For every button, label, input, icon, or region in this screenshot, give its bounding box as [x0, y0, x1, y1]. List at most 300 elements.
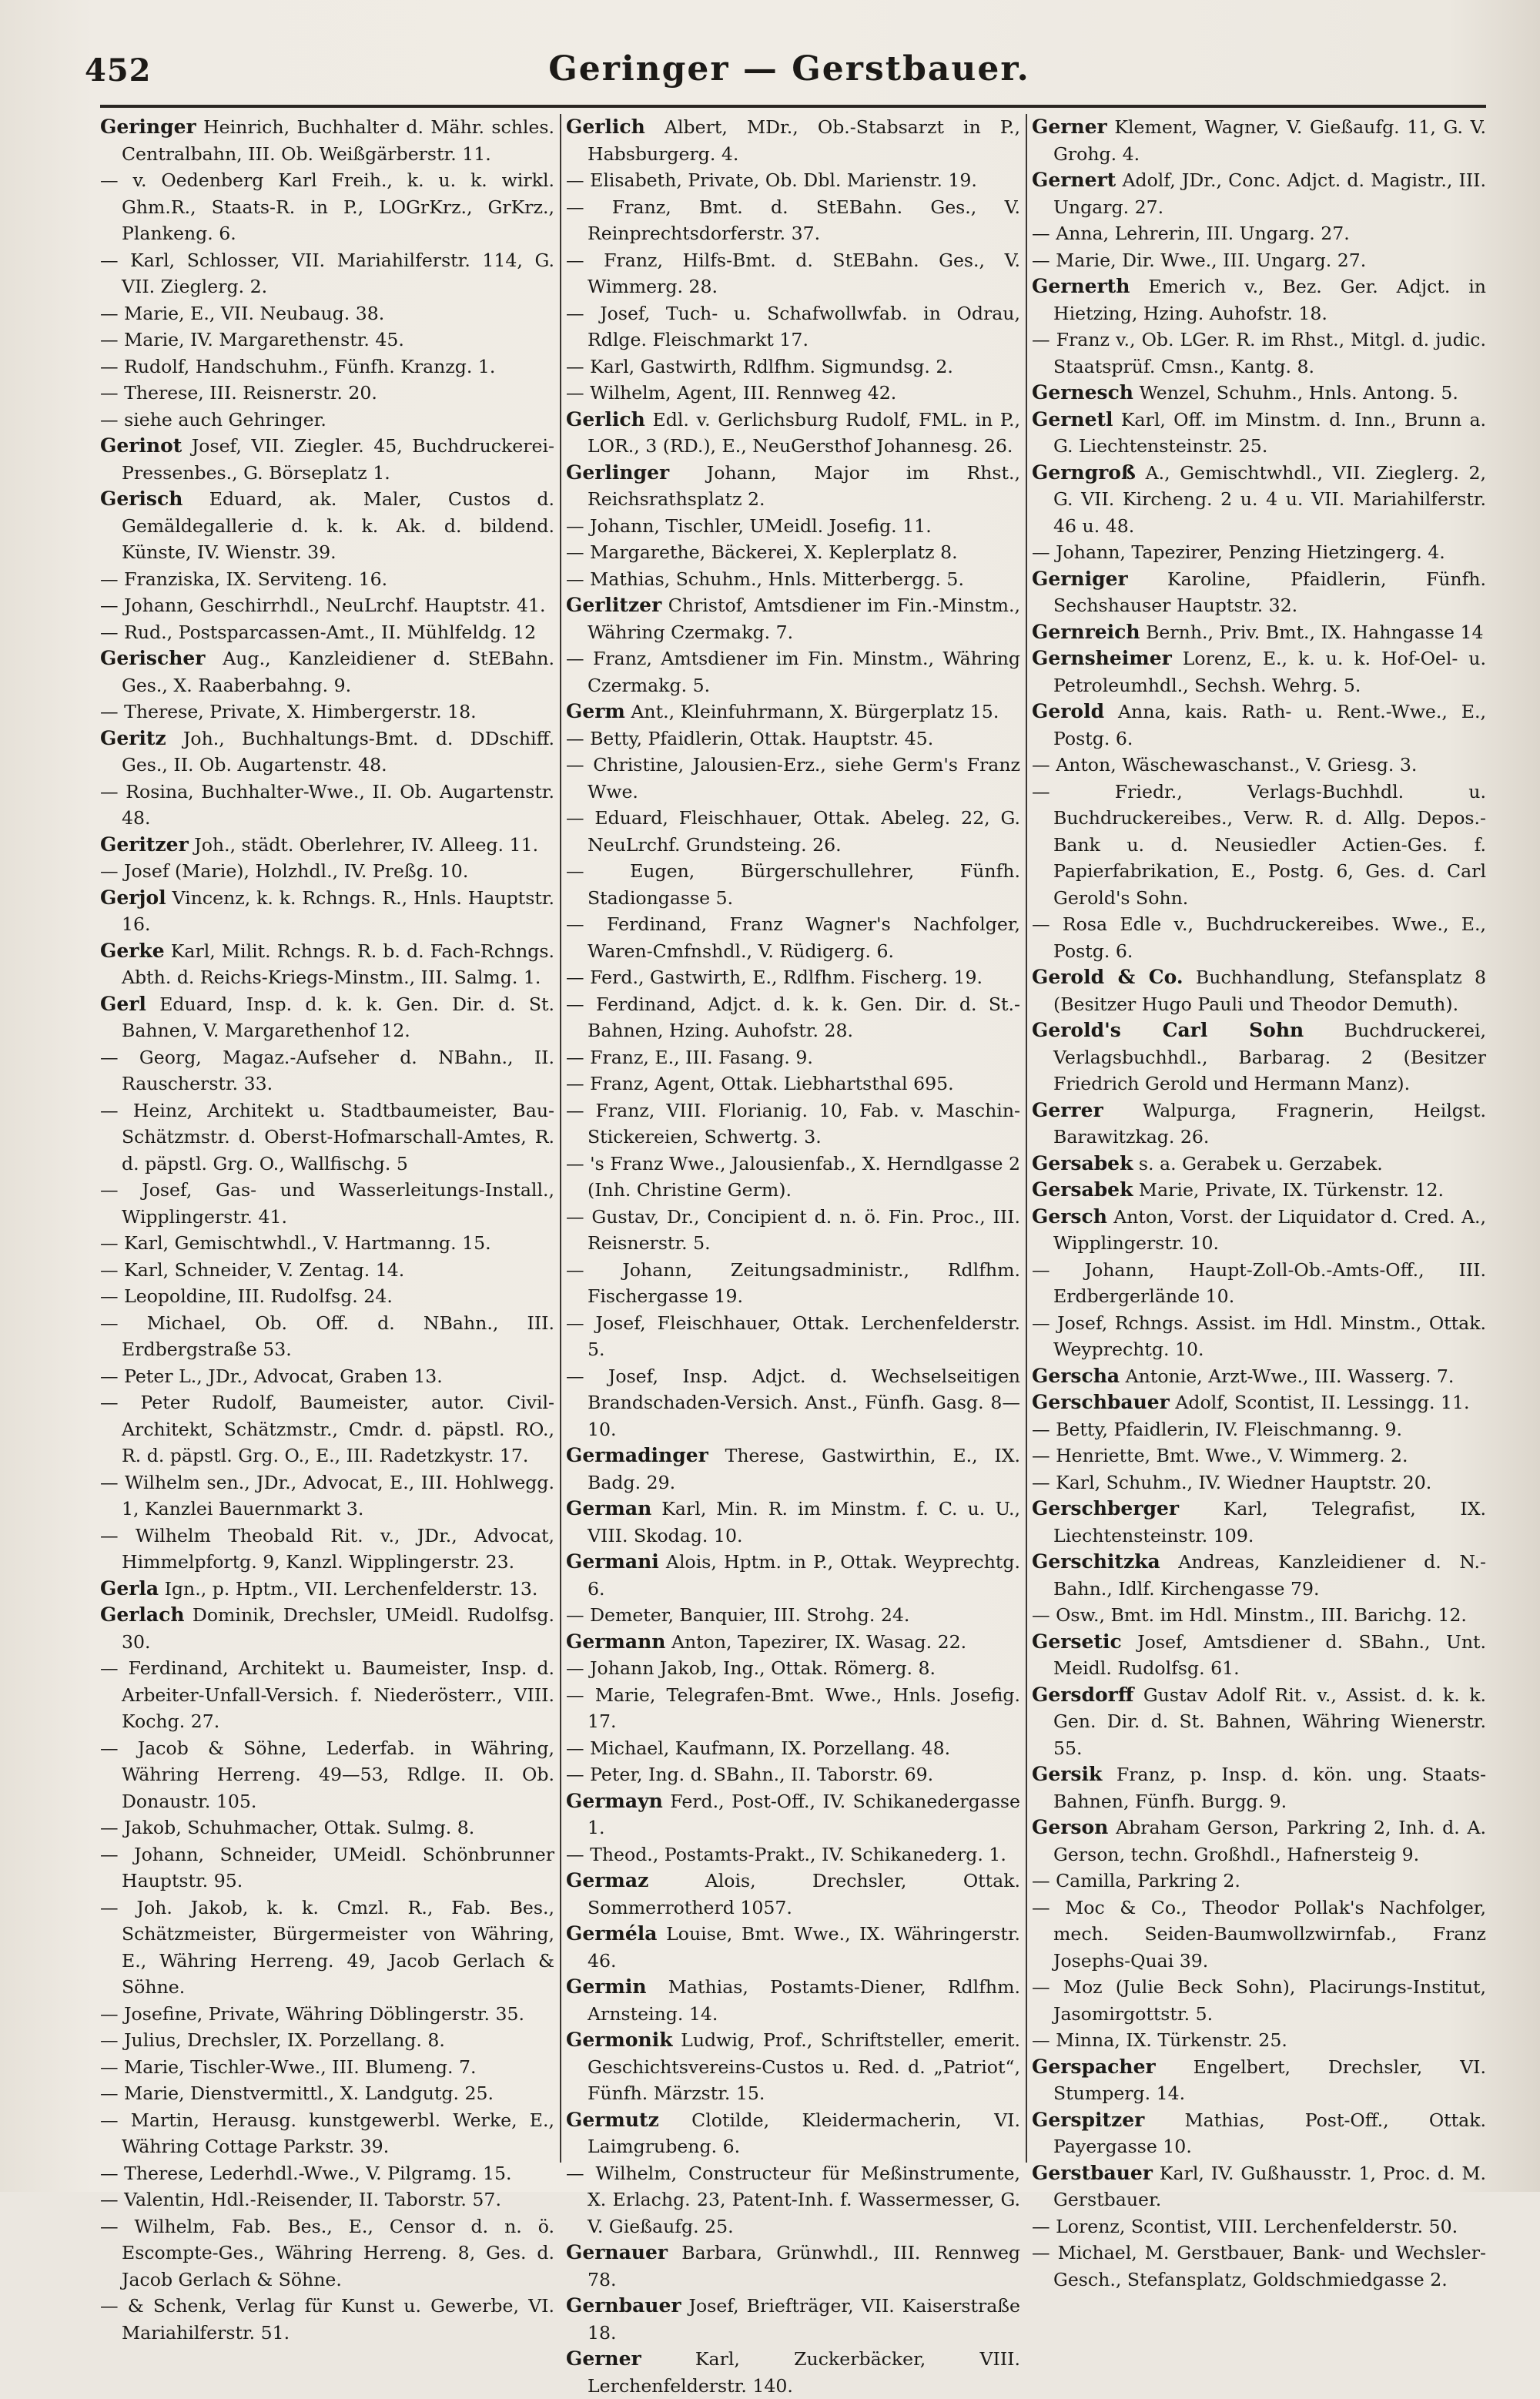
entry-text: Joh., Buchhaltungs-Bmt. d. DDschiff. Ges., II. Ob. Augartenstr. 48.: [122, 727, 554, 776]
entry-surname: Gersabek: [1032, 1178, 1133, 1201]
directory-entry: [566, 2027, 1020, 2107]
entry-surname: Gerson: [1032, 1816, 1109, 1838]
entry-text: Buchhandlung, Stefansplatz 8 (Besitzer Hugo Pauli und Theodor Demuth).: [1053, 967, 1486, 1015]
entry-text: — Therese, III. Reisnerstr. 20.: [100, 382, 377, 404]
entry-text: Gustav Adolf Rit. v., Assist. d. k. k. Gen. Dir. d. St. Bahnen, Währing Wienerstr. 55.: [1053, 1684, 1486, 1759]
entry-text: — Eugen, Bürgerschullehrer, Fünfh. Stadiongasse 5.: [566, 860, 1020, 909]
entry-surname: Germonik: [566, 2029, 673, 2051]
directory-entry: [1032, 2054, 1486, 2107]
entry-text: — Marie, Telegrafen-Bmt. Wwe., Hnls. Josefig. 17.: [566, 1684, 1020, 1732]
entry-text: Edl. v. Gerlichsburg Rudolf, FML. in P., LOR., 3 (RD.), E., NeuGersthof Johannesg. 26.: [588, 408, 1021, 457]
directory-entry: [566, 539, 1020, 566]
column-1: [100, 114, 555, 2344]
directory-entry: [1032, 1416, 1486, 1443]
entry-text: — Karl, Schneider, V. Zentag. 14.: [100, 1258, 405, 1281]
entry-text: A., Gemischtwhdl., VII. Zieglerg. 2, G. VII. Kircheng. 2 u. 4 u. VII. Mariahilferstr. 46 u. 48.: [1053, 461, 1487, 537]
entry-text: — Karl, Schlosser, VII. Mariahilferstr. 114, G. VII. Zieglerg. 2.: [100, 249, 554, 297]
entry-text: — Gustav, Dr., Concipient d. n. ö. Fin. Proc., III. Reisnerstr. 5.: [566, 1205, 1020, 1254]
entry-text: Bernh., Priv. Bmt., IX. Hahngasse 14: [1146, 621, 1484, 643]
entry-surname: Gerrer: [1032, 1098, 1103, 1121]
directory-entry: [566, 752, 1020, 805]
entry-text: Clotilde, Kleidermacherin, VI. Laimgrubeng. 6.: [588, 2109, 1020, 2157]
directory-entry: [100, 1814, 554, 1841]
entry-surname: Gerschitzka: [1032, 1550, 1160, 1573]
entry-text: — Josef, Insp. Adjct. d. Wechselseitigen Brandschaden-Versich. Anst., Fünfh. Gasg. 8—10.: [566, 1365, 1020, 1440]
entry-surname: Gerspacher: [1032, 2055, 1156, 2078]
directory-entry: [566, 1974, 1020, 2027]
entry-text: Karl, Min. R. im Minstm. f. C. u. U., VIII. Skodag. 10.: [588, 1498, 1020, 1546]
entry-surname: Gerschberger: [1032, 1497, 1180, 1519]
entry-text: Adolf, Scontist, II. Lessingg. 11.: [1175, 1392, 1470, 1413]
column-divider: [1026, 114, 1027, 2163]
directory-entry: [100, 592, 554, 619]
directory-entry: [566, 911, 1020, 964]
entry-text: — Rosa Edle v., Buchdruckereibes. Wwe., E., Postg. 6.: [1032, 913, 1486, 962]
entry-text: Karl, Telegrafist, IX. Liechtensteinstr. 109.: [1053, 1498, 1486, 1546]
entry-text: — Betty, Pfaidlerin, Ottak. Hauptstr. 45.: [566, 727, 934, 749]
directory-entry: [100, 1257, 554, 1284]
directory-entry: [566, 1071, 1020, 1097]
entry-text: — Osw., Bmt. im Hdl. Minstm., III. Barichg. 12.: [1032, 1604, 1467, 1626]
entry-text: Johann, Major im Rhst., Reichsrathsplatz 2.: [588, 461, 1020, 510]
directory-entry: [1032, 619, 1486, 646]
page-header: [85, 46, 1494, 100]
directory-entry: [100, 991, 554, 1044]
entry-text: — Wilhelm, Fab. Bes., E., Censor d. n. ö. Escompte-Ges., Währing Herreng. 8, Ges. d. Jacob Gerlach & Söhne.: [100, 2215, 554, 2290]
entry-surname: Germin: [566, 1975, 647, 1998]
entry-surname: Gersetic: [1032, 1630, 1122, 1653]
directory-entry: [1032, 1602, 1486, 1629]
directory-entry: [1032, 1151, 1486, 1178]
directory-entry: [1032, 1097, 1486, 1151]
directory-entry: [100, 2293, 554, 2346]
directory-entry: [1032, 1204, 1486, 1257]
entry-text: — & Schenk, Verlag für Kunst u. Gewerbe, VI. Mariahilferstr. 51.: [100, 2295, 554, 2344]
directory-entry: [100, 1044, 554, 1097]
entry-text: Ludwig, Prof., Schriftsteller, emerit. Geschichtsvereins-Custos u. Red. d. „Patriot“, Fünfh. Märzstr. 15.: [588, 2029, 1020, 2104]
entry-text: Lorenz, E., k. u. k. Hof-Oel- u. Petroleumhdl., Sechsh. Wehrg. 5.: [1053, 648, 1486, 696]
entry-text: Karoline, Pfaidlerin, Fünfh. Sechshauser Hauptstr. 32.: [1053, 568, 1487, 616]
entry-surname: Gerspitzer: [1032, 2108, 1145, 2131]
directory-entry: [566, 1363, 1020, 1443]
entry-text: Mathias, Postamts-Diener, Rdlfhm. Arnsteing. 14.: [588, 1976, 1020, 2025]
directory-entry: [566, 1204, 1020, 1257]
directory-entry: [1032, 1895, 1486, 1975]
directory-entry: [1032, 2240, 1486, 2293]
directory-entry: [1032, 539, 1486, 566]
entry-surname: Gerinot: [100, 434, 182, 457]
entry-text: Marie, Private, IX. Türkenstr. 12.: [1138, 1179, 1445, 1201]
directory-entry: [1032, 1974, 1486, 2027]
entry-text: — Moz (Julie Beck Sohn), Placirungs-Institut, Jasomirgottstr. 5.: [1032, 1976, 1486, 2025]
entry-text: Karl, Zuckerbäcker, VIII. Lerchenfelderstr. 140.: [588, 2348, 1021, 2397]
entry-text: — Julius, Drechsler, IX. Porzellang. 8.: [100, 2029, 445, 2051]
entry-surname: German: [566, 1497, 652, 1519]
directory-entry: [566, 1151, 1020, 1204]
entry-text: Anton, Vorst. der Liquidator d. Cred. A., Wipplingerstr. 10.: [1053, 1205, 1486, 1254]
directory-entry: [1032, 1761, 1486, 1814]
entry-text: — Valentin, Hdl.-Reisender, II. Taborstr. 57.: [100, 2189, 501, 2210]
directory-entry: [1032, 1549, 1486, 1602]
directory-entry: [566, 1602, 1020, 1629]
entry-text: — Josefine, Private, Währing Döblingerstr. 35.: [100, 2002, 524, 2025]
directory-entry: [1032, 220, 1486, 247]
entry-surname: Gernreich: [1032, 620, 1140, 643]
entry-text: — Jakob, Schuhmacher, Ottak. Sulmg. 8.: [100, 1817, 475, 1838]
directory-entry: [100, 1097, 554, 1178]
entry-surname: Gerscha: [1032, 1364, 1120, 1387]
entry-text: — Rud., Postsparcassen-Amt., II. Mühlfeldg. 12: [100, 621, 537, 643]
directory-entry: [566, 858, 1020, 911]
entry-text: — Johann, Geschirrhdl., NeuLrchf. Hauptstr. 41.: [100, 595, 546, 616]
directory-entry: [566, 566, 1020, 593]
directory-entry: [1032, 2213, 1486, 2240]
entry-text: Engelbert, Drechsler, VI. Stumperg. 14.: [1053, 2056, 1486, 2104]
directory-entry: [566, 2346, 1020, 2399]
directory-entry: [566, 645, 1020, 699]
entry-text: — Johann, Haupt-Zoll-Ob.-Amts-Off., III. Erdbergerlände 10.: [1032, 1258, 1486, 1307]
directory-entry: [100, 247, 554, 300]
directory-entry: [100, 1655, 554, 1735]
entry-text: — Johann, Tapezirer, Penzing Hietzingerg. 4.: [1032, 541, 1445, 563]
directory-entry: [566, 407, 1020, 460]
entry-text: — Josef, Rchngs. Assist. im Hdl. Minstm., Ottak. Weyprechtg. 10.: [1032, 1312, 1486, 1360]
entry-text: — Anton, Wäschewaschanst., V. Griesg. 3.: [1032, 754, 1418, 776]
entry-surname: Gernbauer: [566, 2294, 681, 2317]
entry-surname: Gerlach: [100, 1603, 185, 1626]
entry-text: — Eduard, Fleischhauer, Ottak. Abeleg. 22, G. NeuLrchf. Grundsteing. 26.: [566, 807, 1020, 856]
entry-surname: Gersch: [1032, 1205, 1107, 1228]
entry-text: — Therese, Private, X. Himbergerstr. 18.: [100, 701, 477, 722]
entry-text: — Peter L., JDr., Advocat, Graben 13.: [100, 1365, 443, 1387]
entry-text: Andreas, Kanzleidiener d. N.-Bahn., Idlf. Kirchengasse 79.: [1053, 1551, 1486, 1600]
entry-text: — Joh. Jakob, k. k. Cmzl. R., Fab. Bes., Schätzmeister, Bürgermeister von Währing, E., Währing Herreng. 49, Jacob Gerlach & Söhne.: [100, 1896, 554, 1998]
directory-entry: [1032, 1814, 1486, 1868]
entry-surname: Gerl: [100, 992, 146, 1015]
directory-entry: [100, 1363, 554, 1390]
entry-surname: Germann: [566, 1630, 666, 1653]
entry-text: Anton, Tapezirer, IX. Wasag. 22.: [671, 1630, 967, 1653]
entry-text: — Michael, Kaufmann, IX. Porzellang. 48.: [566, 1737, 951, 1759]
entry-text: Josef, Briefträger, VII. Kaiserstraße 18.: [588, 2295, 1021, 2344]
entry-text: — Jacob & Söhne, Lederfab. in Währing, Währing Herreng. 49—53, Rdlge. II. Ob. Donaustr. 105.: [100, 1737, 554, 1812]
entry-text: — Franz, VIII. Florianig. 10, Fab. v. Maschin-Stickereien, Schwertg. 3.: [566, 1099, 1020, 1148]
entry-surname: Gerner: [1032, 116, 1107, 138]
directory-entry: [566, 300, 1020, 353]
directory-entry: [100, 433, 554, 486]
directory-entry: [100, 1602, 554, 1655]
entry-text: — Marie, E., VII. Neubaug. 38.: [100, 302, 385, 324]
directory-entry: [566, 194, 1020, 247]
directory-entry: [1032, 566, 1486, 619]
entry-text: — Rudolf, Handschuhm., Fünfh. Kranzg. 1.: [100, 355, 496, 377]
entry-text: — Marie, Tischler-Wwe., III. Blumeng. 7.: [100, 2056, 477, 2078]
entry-text: — Michael, Ob. Off. d. NBahn., III. Erdbergstraße 53.: [100, 1312, 554, 1360]
entry-surname: Gernetl: [1032, 407, 1113, 431]
directory-entry: [1032, 327, 1486, 380]
directory-entry: [566, 1841, 1020, 1868]
directory-entry: [566, 353, 1020, 380]
directory-entry: [100, 300, 554, 327]
entry-surname: Germ: [566, 700, 625, 722]
directory-entry: [100, 1230, 554, 1257]
directory-entry: [100, 353, 554, 380]
directory-entry: [566, 1655, 1020, 1682]
directory-entry: [566, 1921, 1020, 1974]
entry-text: — Josef, Tuch- u. Schafwollwfab. in Odrau, Rdlge. Fleischmarkt 17.: [566, 302, 1020, 350]
entry-text: — Franz, Amtsdiener im Fin. Minstm., Währing Czermakg. 5.: [566, 648, 1020, 696]
entry-surname: Germayn: [566, 1789, 663, 1812]
directory-entry: [100, 858, 554, 885]
entry-text: — Josef (Marie), Holzhdl., IV. Preßg. 10.: [100, 860, 469, 882]
directory-entry: [1032, 1363, 1486, 1390]
directory-entry: [100, 779, 554, 832]
entry-text: — Lorenz, Scontist, VIII. Lerchenfelderstr. 50.: [1032, 2215, 1458, 2237]
entry-text: Alois, Drechsler, Ottak. Sommerrotherd 1057.: [588, 1870, 1021, 1918]
running-head: Geringer — Gerstbauer.: [548, 49, 1030, 89]
entry-surname: Gerold: [1032, 700, 1105, 722]
directory-entry: [566, 1682, 1020, 1735]
directory-entry: [1032, 779, 1486, 912]
entry-surname: Germutz: [566, 2108, 659, 2131]
entry-surname: Gerschbauer: [1032, 1391, 1170, 1413]
directory-entry: [1032, 273, 1486, 327]
entry-text: Walpurga, Fragnerin, Heilgst. Barawitzkag. 26.: [1053, 1099, 1486, 1148]
directory-entry: [100, 1177, 554, 1230]
entry-text: — Franz, Hilfs-Bmt. d. StEBahn. Ges., V. Wimmerg. 28.: [566, 249, 1020, 297]
directory-entry: [100, 407, 554, 434]
directory-entry: [100, 167, 554, 247]
entry-text: Anna, kais. Rath- u. Rent.-Wwe., E., Postg. 6.: [1053, 701, 1487, 749]
directory-entry: [1032, 2107, 1486, 2160]
directory-entry: [100, 832, 554, 859]
directory-entry: [566, 2240, 1020, 2293]
directory-entry: [566, 247, 1020, 300]
entry-surname: Gernauer: [566, 2241, 668, 2263]
entry-text: — Friedr., Verlags-Buchhdl. u. Buchdruckereibes., Verw. R. d. Allg. Depos.-Bank u. d. Neusiedler Actien-Ges. f. Papierfabrikation, E., Postg. 6, Ges. d. Carl Gerold's Sohn.: [1032, 780, 1486, 909]
entry-surname: Gersdorff: [1032, 1683, 1134, 1706]
entry-surname: Gerold & Co.: [1032, 966, 1183, 988]
entry-text: — Marie, IV. Margarethenstr. 45.: [100, 329, 404, 350]
directory-entry: [1032, 1496, 1486, 1549]
entry-text: — Peter, Ing. d. SBahn., II. Taborstr. 69.: [566, 1764, 934, 1785]
directory-entry: [100, 725, 554, 779]
directory-entry: [100, 486, 554, 566]
entry-text: — Betty, Pfaidlerin, IV. Fleischmanng. 9.: [1032, 1418, 1403, 1440]
entry-text: — Franz v., Ob. LGer. R. im Rhst., Mitgl. d. judic. Staatsprüf. Cmsn., Kantg. 8.: [1032, 329, 1486, 377]
entry-surname: Geringer: [100, 116, 196, 138]
entry-surname: Germadinger: [566, 1444, 708, 1466]
entry-text: Antonie, Arzt-Wwe., III. Wasserg. 7.: [1125, 1365, 1455, 1387]
column-2: [566, 114, 1021, 2397]
entry-text: — Elisabeth, Private, Ob. Dbl. Marienstr. 19.: [566, 169, 977, 191]
directory-entry: [100, 619, 554, 646]
directory-entry: [566, 1761, 1020, 1788]
entry-text: — Franz, Bmt. d. StEBahn. Ges., V. Reinprechtsdorferstr. 37.: [566, 196, 1020, 244]
directory-entry: [100, 2054, 554, 2081]
entry-surname: Gersabek: [1032, 1151, 1133, 1174]
entry-text: Aug., Kanzleidiener d. StEBahn. Ges., X. Raaberbahng. 9.: [122, 648, 554, 696]
directory-entry: [100, 1895, 554, 2001]
entry-text: Dominik, Drechsler, UMeidl. Rudolfsg. 30.: [122, 1604, 554, 1653]
entry-text: Louise, Bmt. Wwe., IX. Währingerstr. 46.: [588, 1923, 1021, 1972]
directory-entry: [1032, 1469, 1486, 1496]
entry-text: Christof, Amtsdiener im Fin.-Minstm., Währing Czermakg. 7.: [588, 595, 1021, 643]
entry-text: Eduard, ak. Maler, Custos d. Gemäldegallerie d. k. k. Ak. d. bildend. Künste, IV. Wienstr. 39.: [122, 488, 554, 563]
entry-text: — Demeter, Banquier, III. Strohg. 24.: [566, 1604, 910, 1626]
directory-entry: [566, 699, 1020, 725]
entry-surname: Gerstbauer: [1032, 2161, 1153, 2184]
directory-entry: [100, 114, 554, 167]
directory-entry: [566, 964, 1020, 991]
entry-text: Eduard, Insp. d. k. k. Gen. Dir. d. St. Bahnen, V. Margarethenhof 12.: [122, 993, 555, 1041]
entry-text: — siehe auch Gehringer.: [100, 408, 326, 431]
directory-entry: [566, 2160, 1020, 2240]
entry-text: — Moc & Co., Theodor Pollak's Nachfolger, mech. Seiden-Baumwollzwirnfab., Franz Josephs-Quai 39.: [1032, 1896, 1486, 1972]
page-number: 452: [85, 52, 152, 89]
directory-entry: [566, 513, 1020, 540]
entry-text: — Ferdinand, Franz Wagner's Nachfolger, Waren-Cmfnshdl., V. Rüdigerg. 6.: [566, 913, 1020, 962]
directory-entry: [100, 2107, 554, 2160]
entry-text: — Camilla, Parkring 2.: [1032, 1870, 1240, 1891]
directory-entry: [566, 1735, 1020, 1762]
entry-text: — Josef, Gas- und Wasserleitungs-Install., Wipplingerstr. 41.: [100, 1179, 554, 1228]
entry-text: Wenzel, Schuhm., Hnls. Antong. 5.: [1139, 382, 1458, 404]
directory-entry: [100, 1283, 554, 1310]
entry-surname: Gernsheimer: [1032, 647, 1172, 669]
entry-text: — Theod., Postamts-Prakt., IV. Schikanederg. 1.: [566, 1843, 1006, 1865]
entry-text: Barbara, Grünwhdl., III. Rennweg 78.: [588, 2242, 1021, 2290]
column-3: [1032, 114, 1487, 2290]
directory-entry: [566, 1788, 1020, 1841]
entry-text: Ferd., Post-Off., IV. Schikanedergasse 1.: [588, 1790, 1021, 1838]
directory-columns: [100, 114, 1487, 2397]
entry-text: — Heinz, Architekt u. Stadtbaumeister, Bau-Schätzmstr. d. Oberst-Hofmarschall-Amtes, R. d. päpstl. Grg. O., Wallfischg. 5: [100, 1099, 554, 1174]
entry-text: — Johann, Tischler, UMeidl. Josefig. 11.: [566, 514, 932, 537]
entry-text: — Mathias, Schuhm., Hnls. Mitterbergg. 5.: [566, 568, 964, 590]
directory-entry: [100, 699, 554, 725]
entry-surname: Gernert: [1032, 169, 1116, 191]
directory-entry: [566, 991, 1020, 1044]
directory-entry: [100, 2001, 554, 2028]
directory-entry: [100, 1389, 554, 1469]
entry-surname: Gerlinger: [566, 461, 670, 484]
directory-entry: [100, 938, 554, 991]
directory-entry: [1032, 1629, 1486, 1682]
entry-text: — Marie, Dir. Wwe., III. Ungarg. 27.: [1032, 249, 1367, 271]
directory-entry: [566, 460, 1020, 513]
entry-text: — Wilhelm Theobald Rit. v., JDr., Advocat, Himmelpfortg. 9, Kanzl. Wipplingerstr. 23.: [100, 1524, 554, 1573]
directory-entry: [1032, 460, 1486, 540]
directory-entry: [100, 885, 554, 938]
entry-surname: Gerlitzer: [566, 594, 662, 616]
directory-entry: [100, 1576, 554, 1603]
entry-text: — Therese, Lederhdl.-Wwe., V. Pilgramg. 15.: [100, 2162, 512, 2184]
entry-surname: Gerla: [100, 1576, 159, 1600]
directory-entry: [100, 380, 554, 407]
entry-text: — Christine, Jalousien-Erz., siehe Germ's Franz Wwe.: [566, 754, 1020, 802]
entry-text: Josef, Amtsdiener d. SBahn., Unt. Meidl. Rudolfsg. 61.: [1053, 1630, 1487, 1679]
directory-entry: [1032, 380, 1486, 407]
entry-text: Abraham Gerson, Parkring 2, Inh. d. A. Gerson, techn. Großhdl., Hafnersteig 9.: [1053, 1817, 1486, 1865]
entry-surname: Geritz: [100, 726, 166, 749]
directory-entry: [1032, 407, 1486, 460]
directory-entry: [566, 380, 1020, 407]
entry-surname: Gerold's Carl Sohn: [1032, 1019, 1304, 1041]
entry-text: — Franz, E., III. Fasang. 9.: [566, 1046, 813, 1068]
directory-entry: [1032, 1257, 1486, 1310]
directory-entry: [566, 2107, 1020, 2160]
directory-entry: [100, 566, 554, 593]
directory-entry: [1032, 114, 1486, 167]
entry-surname: Germaz: [566, 1869, 649, 1891]
entry-text: — Wilhelm sen., JDr., Advocat, E., III. Hohlwegg. 1, Kanzlei Bauernmarkt 3.: [100, 1471, 554, 1519]
entry-text: Therese, Gastwirthin, E., IX. Badg. 29.: [588, 1445, 1020, 1493]
entry-text: — Ferdinand, Adjct. d. k. k. Gen. Dir. d. St.-Bahnen, Hzing. Auhofstr. 28.: [566, 993, 1020, 1041]
entry-text: — Johann, Zeitungsadministr., Rdlfhm. Fischergasse 19.: [566, 1258, 1020, 1307]
entry-text: Franz, p. Insp. d. kön. ung. Staats-Bahnen, Fünfh. Burgg. 9.: [1053, 1764, 1486, 1812]
directory-entry: [1032, 911, 1486, 964]
entry-text: Josef, VII. Ziegler. 45, Buchdruckerei-Pressenbes., G. Börseplatz 1.: [122, 435, 555, 484]
directory-entry: [1032, 167, 1486, 220]
entry-surname: Germani: [566, 1550, 659, 1573]
entry-text: — Henriette, Bmt. Wwe., V. Wimmerg. 2.: [1032, 1445, 1408, 1466]
entry-surname: Gerischer: [100, 647, 206, 669]
directory-entry: [100, 645, 554, 699]
entry-text: — 's Franz Wwe., Jalousienfab., X. Herndlgasse 2 (Inh. Christine Germ).: [566, 1152, 1020, 1201]
entry-surname: Geritzer: [100, 833, 189, 856]
directory-entry: [100, 1841, 554, 1895]
entry-text: Karl, Milit. Rchngs. R. b. d. Fach-Rchngs. Abth. d. Reichs-Kriegs-Minstm., III. Salmg. 1.: [122, 940, 555, 988]
entry-surname: Gernesch: [1032, 381, 1133, 404]
entry-surname: Gerlich: [566, 116, 645, 138]
entry-text: Emerich v., Bez. Ger. Adjct. in Hietzing, Hzing. Auhofstr. 18.: [1053, 276, 1486, 324]
directory-entry: [566, 1097, 1020, 1151]
entry-text: — Martin, Herausg. kunstgewerbl. Werke, E., Währing Cottage Parkstr. 39.: [100, 2109, 554, 2157]
directory-entry: [566, 725, 1020, 752]
entry-text: — Josef, Fleischhauer, Ottak. Lerchenfelderstr. 5.: [566, 1312, 1020, 1360]
entry-text: s. a. Gerabek u. Gerzabek.: [1138, 1152, 1383, 1174]
entry-text: — v. Oedenberg Karl Freih., k. u. k. wirkl. Ghm.R., Staats-R. in P., LOGrKrz., GrKrz., Plankeng. 6.: [100, 169, 554, 244]
entry-text: Karl, IV. Gußhausstr. 1, Proc. d. M. Gerstbauer.: [1053, 2162, 1487, 2210]
entry-text: — Franziska, IX. Serviteng. 16.: [100, 568, 388, 590]
directory-entry: [1032, 2160, 1486, 2213]
entry-text: — Peter Rudolf, Baumeister, autor. Civil-Architekt, Schätzmstr., Cmdr. d. päpstl. RO., R. d. päpstl. Grg. O., E., III. Radetzkystr. 17.: [100, 1392, 554, 1466]
directory-entry: [566, 1044, 1020, 1071]
entry-text: — Rosina, Buchhalter-Wwe., II. Ob. Augartenstr. 48.: [100, 780, 554, 829]
directory-entry: [100, 2160, 554, 2187]
entry-text: — Ferd., Gastwirth, E., Rdlfhm. Fischerg. 19.: [566, 967, 983, 988]
directory-entry: [100, 2186, 554, 2213]
entry-text: — Karl, Gemischtwhdl., V. Hartmanng. 15.: [100, 1232, 491, 1254]
entry-surname: Gerlich: [566, 407, 645, 431]
entry-text: — Johann Jakob, Ing., Ottak. Römerg. 8.: [566, 1657, 936, 1679]
entry-text: Karl, Off. im Minstm. d. Inn., Brunn a. G. Liechtensteinstr. 25.: [1053, 408, 1487, 457]
entry-text: — Wilhelm, Constructeur für Meßinstrumente, X. Erlachg. 23, Patent-Inh. f. Wassermesser, G. V. Gießaufg. 25.: [566, 2162, 1020, 2237]
directory-entry: [566, 805, 1020, 858]
directory-entry: [566, 1257, 1020, 1310]
entry-text: Joh., städt. Oberlehrer, IV. Alleeg. 11.: [194, 833, 539, 856]
directory-entry: [566, 2293, 1020, 2346]
directory-entry: [100, 1735, 554, 1815]
directory-entry: [566, 1496, 1020, 1549]
directory-entry: [1032, 752, 1486, 779]
entry-text: — Margarethe, Bäckerei, X. Keplerplatz 8.: [566, 541, 958, 563]
entry-text: Adolf, JDr., Conc. Adjct. d. Magistr., III. Ungarg. 27.: [1053, 169, 1487, 218]
directory-entry: [566, 167, 1020, 194]
directory-entry: [566, 1310, 1020, 1363]
directory-entry: [566, 114, 1020, 167]
